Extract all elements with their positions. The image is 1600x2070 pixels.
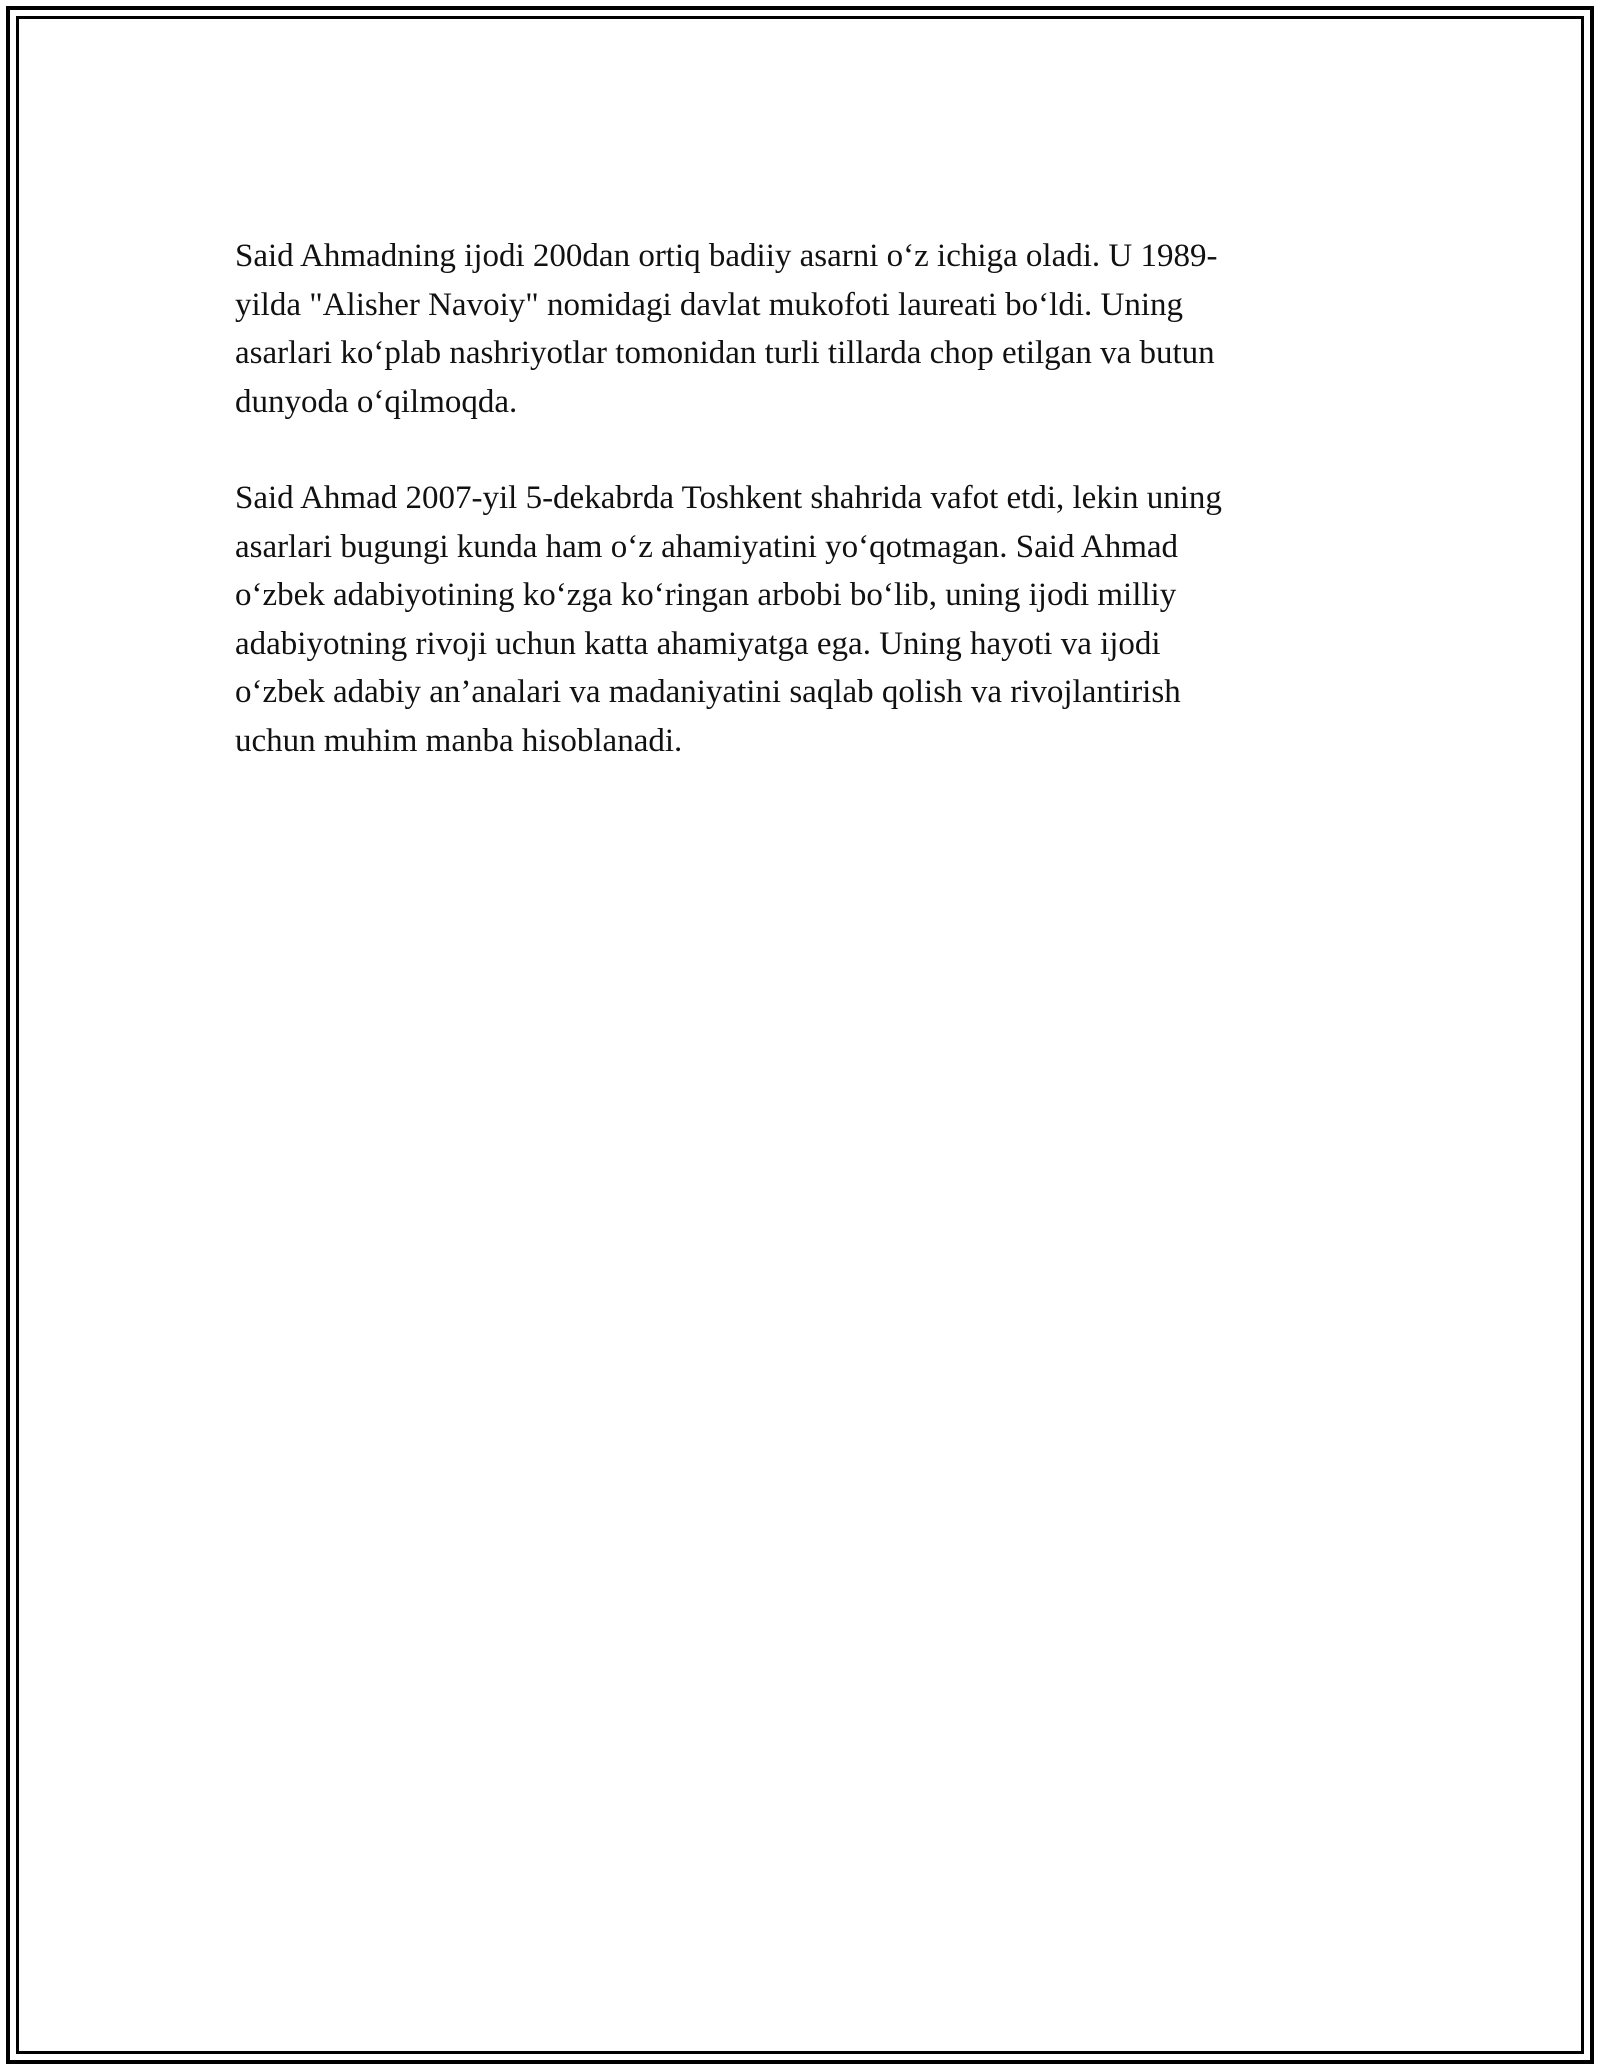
paragraph-line: asarlari bugungi kunda ham o‘z ahamiyatini yo‘qotmagan. Said Ahmad <box>235 528 1179 565</box>
paragraph-line: dunyoda o‘qilmoqda. <box>235 383 518 420</box>
paragraph-line: Said Ahmad 2007-yil 5-dekabrda Toshkent shahrida vafot etdi, lekin uning <box>235 480 1222 516</box>
paragraph-line: Said Ahmadning ijodi 200dan ortiq badiiy asarni o‘z ichiga oladi. U 1989- <box>235 238 1218 274</box>
paragraph-1 <box>235 232 1355 426</box>
paragraph-line: o‘zbek adabiyotining ko‘zga ko‘ringan arbobi bo‘lib, uning ijodi milliy <box>235 577 1177 613</box>
paragraph-2 <box>235 474 1355 765</box>
paragraph-line: yilda "Alisher Navoiy" nomidagi davlat mukofoti laureati bo‘ldi. Uning <box>235 286 1184 323</box>
paragraph-line: adabiyotning rivoji uchun katta ahamiyatga ega. Uning hayoti va ijodi <box>235 625 1161 662</box>
paragraph-line: uchun muhim manba hisoblanadi. <box>235 722 683 759</box>
paragraph-line: asarlari ko‘plab nashriyotlar tomonidan turli tillarda chop etilgan va butun <box>235 335 1215 371</box>
paragraph-line: o‘zbek adabiy an’analari va madaniyatini saqlab qolish va rivojlantirish <box>235 674 1181 710</box>
document-body <box>235 232 1355 765</box>
